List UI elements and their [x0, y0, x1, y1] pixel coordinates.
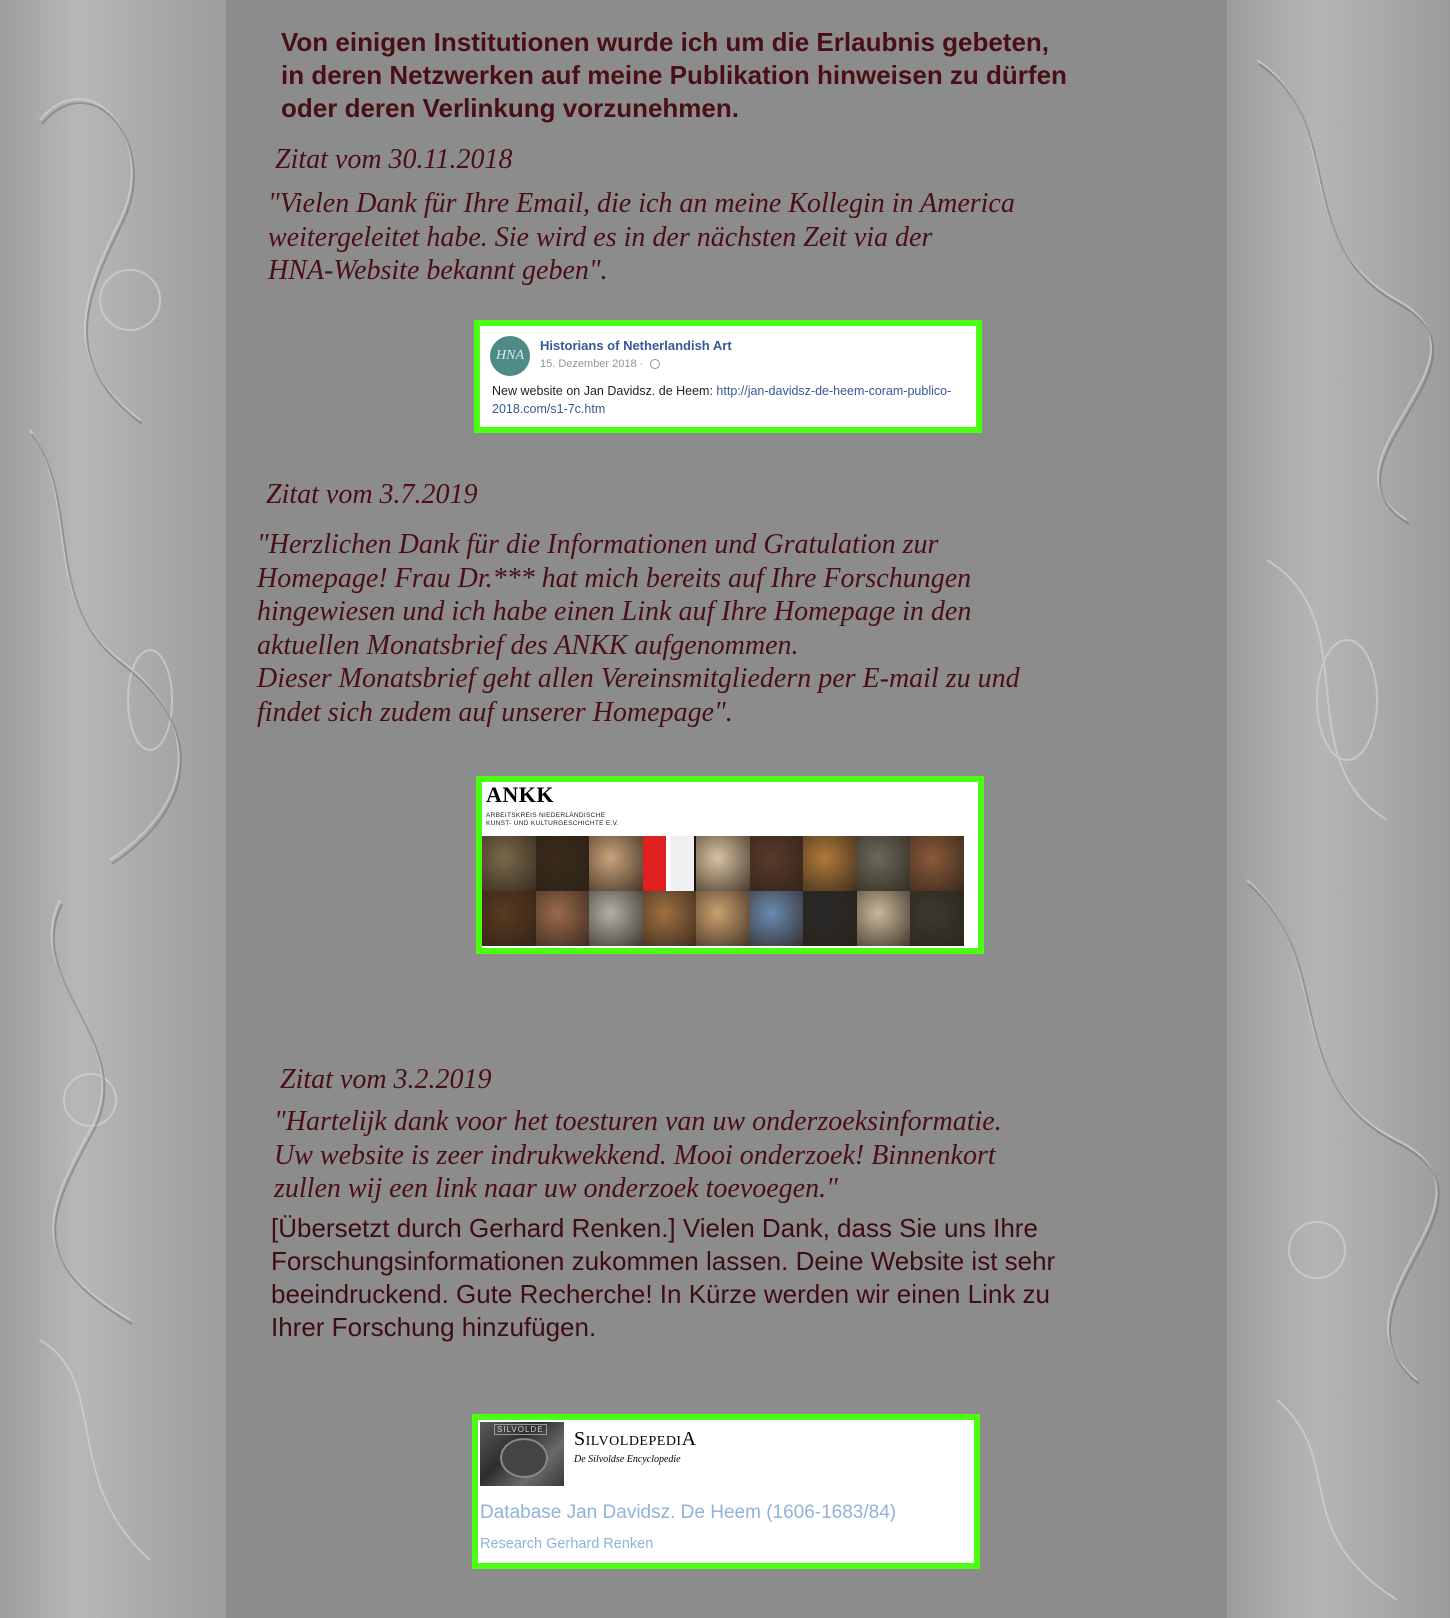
quote-line: aktuellen Monatsbrief des ANKK aufgenommen.	[257, 629, 799, 661]
quote-line: "Herzlichen Dank für die Informationen und Gratulation zur	[257, 529, 939, 560]
quote-line: "Hartelijk dank voor het toesturen van uw onderzoeksinformatie.	[274, 1106, 1002, 1137]
intro-line-2: in deren Netzwerken auf meine Publikation hinweisen zu dürfen	[281, 60, 1067, 90]
ankk-mosaic-tile	[482, 836, 536, 891]
quote-line: HNA-Website bekannt geben".	[268, 255, 608, 286]
ankk-mosaic-tile	[750, 891, 804, 946]
silvoldepedia-subtitle: De Silvoldse Encyclopedie	[574, 1454, 681, 1465]
silvoldepedia-card[interactable]	[472, 1414, 980, 1569]
database-link[interactable]: Database Jan Davidsz. De Heem (1606-1683/84)	[480, 1502, 897, 1523]
quote-3-translation	[271, 1212, 1201, 1344]
ankk-mosaic-tile	[643, 836, 697, 891]
ankk-mosaic-tile	[803, 836, 857, 891]
ankk-mosaic-tile	[589, 891, 643, 946]
translation-line: beeindruckend. Gute Recherche! In Kürze werden wir einen Link zu	[271, 1279, 1050, 1309]
ankk-logo: ANKK	[486, 782, 554, 807]
ankk-mosaic-tile	[536, 836, 590, 891]
globe-icon	[650, 359, 660, 369]
decorative-relief-left	[0, 0, 226, 1618]
ankk-subtitle-line: ARBEITSKREIS NIEDERLÄNDISCHE	[486, 812, 606, 819]
research-link[interactable]: Research Gerhard Renken	[480, 1536, 654, 1552]
quote-2-date: Zitat vom 3.7.2019	[266, 479, 478, 510]
silvolde-stamp-image	[480, 1422, 564, 1486]
silvolde-stamp-emblem	[500, 1438, 548, 1478]
hna-avatar[interactable]: HNA	[490, 336, 530, 376]
hna-post-prefix: New website on Jan Davidsz. de Heem:	[492, 384, 717, 398]
ankk-mosaic-tile	[643, 891, 697, 946]
ankk-mosaic-tile	[536, 891, 590, 946]
quote-3-text	[274, 1105, 1204, 1206]
ankk-mosaic-tile	[696, 836, 750, 891]
quote-line: Uw website is zeer indrukwekkend. Mooi onderzoek! Binnenkort	[274, 1139, 996, 1171]
ankk-mosaic-tile	[750, 836, 804, 891]
translation-line: Forschungsinformationen zukommen lassen. Deine Website ist sehr	[271, 1246, 1056, 1276]
quote-2-text	[257, 528, 1202, 729]
hna-post-link[interactable]: http://jan-davidsz-de-heem-coram-publico-2018.com/s1-7c.htm	[492, 384, 952, 416]
quote-line: Dieser Monatsbrief geht allen Vereinsmitgliedern per E-mail zu und	[257, 663, 1020, 694]
ankk-mosaic-tile	[857, 891, 911, 946]
hna-facebook-post-card[interactable]	[474, 320, 982, 433]
ankk-mosaic-tile	[482, 891, 536, 946]
translation-line: [Übersetzt durch Gerhard Renken.] Vielen Dank, dass Sie uns Ihre	[271, 1213, 1038, 1243]
intro-line-3: oder deren Verlinkung vorzunehmen.	[281, 93, 739, 123]
quote-line: "Vielen Dank für Ihre Email, die ich an meine Kollegin in America	[268, 188, 1015, 219]
silvolde-stamp-label: SILVOLDE	[494, 1424, 547, 1435]
quote-line: hingewiesen und ich habe einen Link auf Ihre Homepage in den	[257, 596, 972, 627]
ankk-mosaic-tile	[910, 836, 964, 891]
decorative-relief-right	[1227, 0, 1450, 1618]
ankk-mosaic-tile	[803, 891, 857, 946]
ankk-mosaic-tile	[910, 891, 964, 946]
silvoldepedia-title: SilvoldepediA	[574, 1428, 697, 1450]
hna-post-date: 15. Dezember 2018 ·	[540, 358, 644, 370]
quote-line: findet sich zudem auf unserer Homepage".	[257, 696, 733, 728]
intro-line-1: Von einigen Institutionen wurde ich um die Erlaubnis gebeten,	[281, 27, 1050, 57]
ankk-subtitle-line: KUNST- UND KULTURGESCHICHTE E.V.	[486, 820, 619, 827]
ankk-mosaic-tile	[696, 891, 750, 946]
quote-1-date: Zitat vom 30.11.2018	[275, 144, 513, 175]
hna-page-name-link[interactable]: Historians of Netherlandish Art	[540, 338, 732, 353]
quote-1-text	[268, 187, 1188, 288]
intro-text	[281, 26, 1181, 125]
quote-line: zullen wij een link naar uw onderzoek toevoegen."	[274, 1173, 838, 1204]
quote-line: weitergeleitet habe. Sie wird es in der nächsten Zeit via der	[268, 221, 933, 253]
translation-line: Ihrer Forschung hinzufügen.	[271, 1312, 597, 1342]
ankk-image-mosaic	[482, 836, 964, 946]
ankk-subtitle	[486, 812, 619, 828]
quote-3-date: Zitat vom 3.2.2019	[280, 1064, 492, 1095]
hna-post-text	[492, 382, 962, 418]
ankk-mosaic-tile	[857, 836, 911, 891]
ankk-banner-card[interactable]	[476, 776, 984, 954]
quote-line: Homepage! Frau Dr.*** hat mich bereits auf Ihre Forschungen	[257, 562, 972, 594]
ankk-mosaic-tile	[589, 836, 643, 891]
